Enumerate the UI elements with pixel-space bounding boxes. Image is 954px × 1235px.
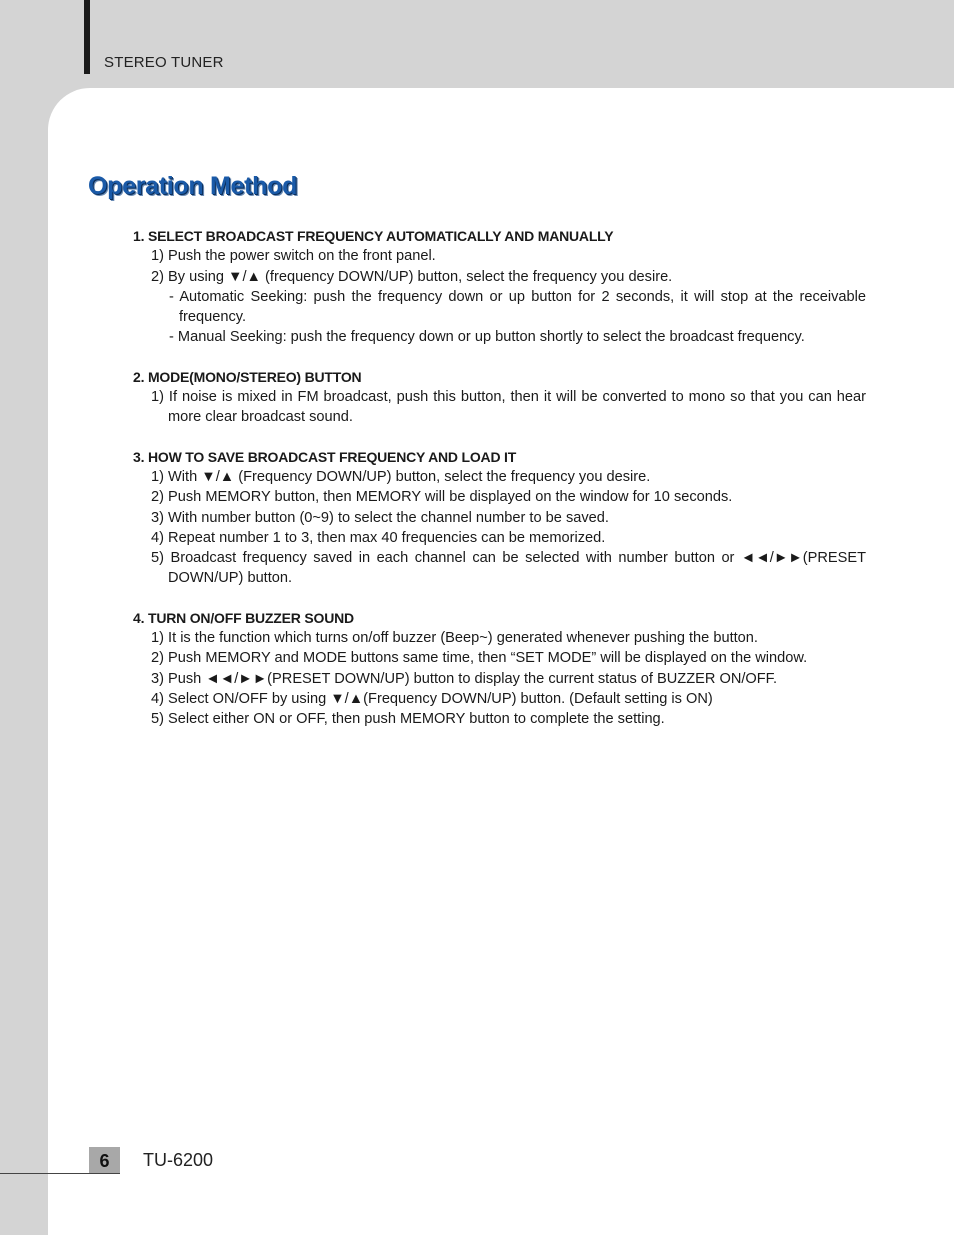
sub-item: - Automatic Seeking: push the frequency down or up button for 2 seconds, it will stop at the receivable frequency. — [169, 288, 866, 326]
list-item: 5) Broadcast frequency saved in each channel can be selected with number button or ◄◄/►►(PRESET DOWN/UP) button. — [151, 550, 866, 587]
section-heading: 4. TURN ON/OFF BUZZER SOUND — [133, 609, 354, 626]
list-item: 2) Push MEMORY button, then MEMORY will be displayed on the window for 10 seconds. — [151, 489, 733, 506]
list-item: 3) With number button (0~9) to select the channel number to be saved. — [151, 509, 609, 526]
list-item: 3) Push ◄◄/►►(PRESET DOWN/UP) button to display the current status of BUZZER ON/OFF. — [151, 670, 778, 687]
list-item: 4) Select ON/OFF by using ▼/▲(Frequency DOWN/UP) button. (Default setting is ON) — [151, 690, 713, 707]
list-item: 2) By using ▼/▲ (frequency DOWN/UP) button, select the frequency you desire. — [151, 268, 673, 285]
section-2 — [133, 367, 866, 428]
content — [133, 226, 866, 749]
page-title: Operation Method — [88, 172, 298, 200]
header-bar — [84, 0, 90, 74]
list-item: 1) It is the function which turns on/off buzzer (Beep~) generated whenever pushing the button. — [151, 630, 758, 647]
footer-divider — [0, 1173, 120, 1174]
list-item: 2) Push MEMORY and MODE buttons same time, then “SET MODE” will be displayed on the window. — [151, 650, 808, 667]
section-heading: 1. SELECT BROADCAST FREQUENCY AUTOMATICALLY AND MANUALLY — [133, 228, 614, 244]
page-number: 6 — [89, 1147, 120, 1174]
header-section-label: STEREO TUNER — [104, 54, 224, 71]
list-item: 1) With ▼/▲ (Frequency DOWN/UP) button, select the frequency you desire. — [151, 468, 651, 485]
list-item: 5) Select either ON or OFF, then push MEMORY button to complete the setting. — [151, 711, 665, 728]
sub-item: - Manual Seeking: push the frequency down or up button shortly to select the broadcast frequency. — [169, 329, 805, 346]
list-item: 1) If noise is mixed in FM broadcast, push this button, then it will be converted to mono so that you can hear more clear broadcast sound. — [151, 389, 866, 426]
section-heading: 2. MODE(MONO/STEREO) BUTTON — [133, 368, 362, 385]
list-item: 1) Push the power switch on the front panel. — [151, 248, 436, 265]
section-3 — [133, 447, 866, 589]
model-name: TU-6200 — [143, 1150, 214, 1170]
list-item: 4) Repeat number 1 to 3, then max 40 frequencies can be memorized. — [151, 529, 606, 546]
section-heading: 3. HOW TO SAVE BROADCAST FREQUENCY AND LOAD IT — [133, 448, 517, 465]
section-4 — [133, 608, 866, 730]
section-1 — [133, 226, 866, 348]
